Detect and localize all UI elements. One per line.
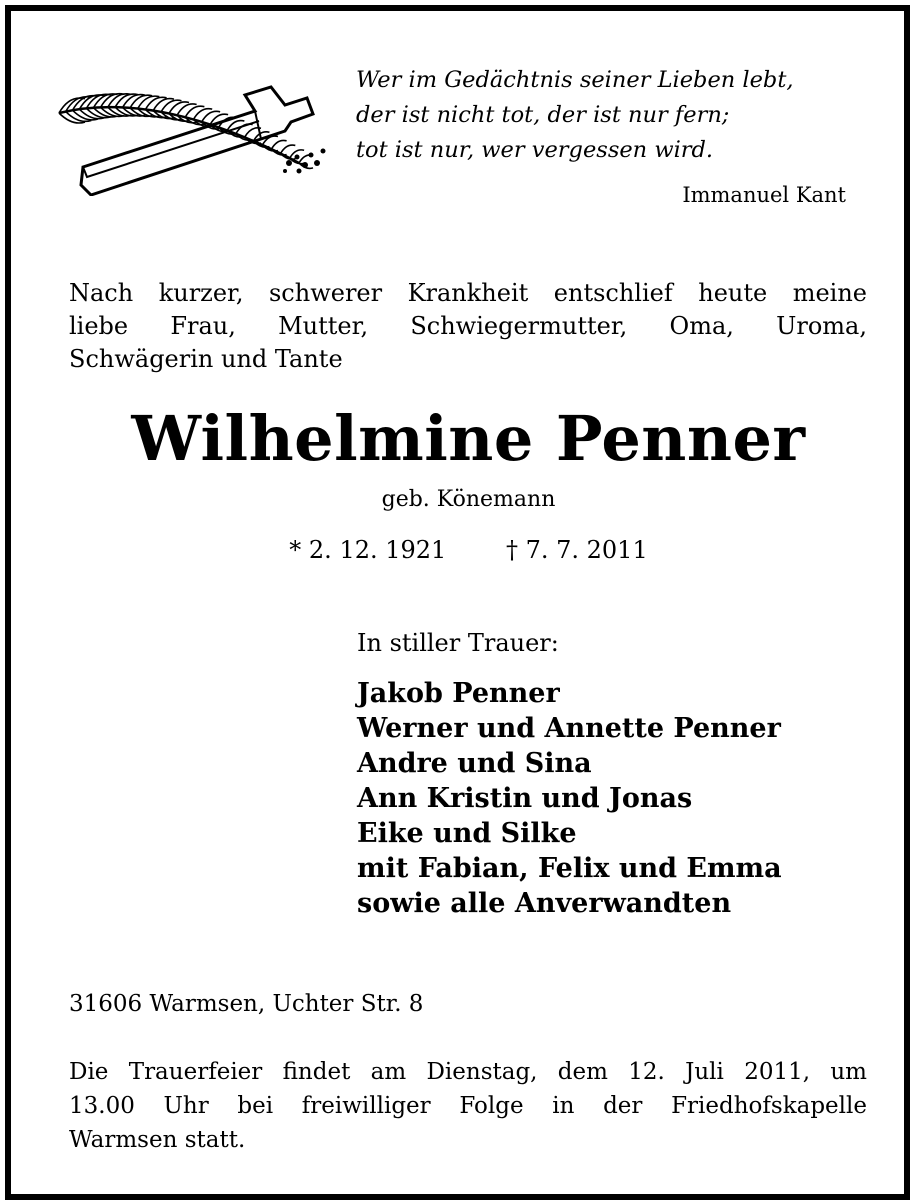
mourner-name: Werner und Annette Penner <box>357 713 781 744</box>
cross-with-palm-branch-icon <box>49 71 334 196</box>
quote-line: tot ist nur, wer vergessen wird. <box>356 137 714 163</box>
service-line: Warmsen statt. <box>69 1127 246 1153</box>
intro-line: Nach kurzer, schwerer Krankheit entschlief heute meine <box>69 279 867 307</box>
mourner-name: sowie alle Anverwandten <box>357 888 732 919</box>
mourner-name: Eike und Silke <box>357 818 577 849</box>
service-line: Die Trauerfeier findet am Dienstag, dem 12. Juli 2011, um <box>69 1059 867 1085</box>
mourner-name: mit Fabian, Felix und Emma <box>357 853 782 884</box>
mourner-name: Andre und Sina <box>357 748 592 779</box>
family-address: 31606 Warmsen, Uchter Str. 8 <box>69 991 424 1017</box>
mourner-name: Ann Kristin und Jonas <box>357 783 693 814</box>
death-date: † 7. 7. 2011 <box>505 536 648 564</box>
birth-name: geb. Könemann <box>381 487 556 512</box>
quote-block <box>356 63 876 168</box>
quote-line: der ist nicht tot, der ist nur fern; <box>356 102 730 128</box>
intro-text <box>69 277 867 376</box>
birth-date: * 2. 12. 1921 <box>289 536 447 564</box>
frond-leaflet <box>281 145 296 154</box>
intro-line: liebe Frau, Mutter, Schwiegermutter, Oma, Uroma, <box>69 312 867 340</box>
deceased-name: Wilhelmine Penner <box>131 402 806 475</box>
mourner-name: Jakob Penner <box>357 678 560 709</box>
intro-line: Schwägerin und Tante <box>69 345 343 373</box>
life-dates <box>11 536 915 564</box>
service-line: 13.00 Uhr bei freiwilliger Folge in der Friedhofskapelle <box>69 1093 867 1119</box>
obituary-notice <box>5 5 910 1200</box>
mourners-list <box>357 676 782 921</box>
quote-line: Wer im Gedächtnis seiner Lieben lebt, <box>356 67 794 93</box>
frond-leaflet <box>185 106 204 117</box>
funeral-service-text <box>69 1055 867 1157</box>
quote-author: Immanuel Kant <box>682 183 846 207</box>
mourning-label: In stiller Trauer: <box>357 629 559 657</box>
